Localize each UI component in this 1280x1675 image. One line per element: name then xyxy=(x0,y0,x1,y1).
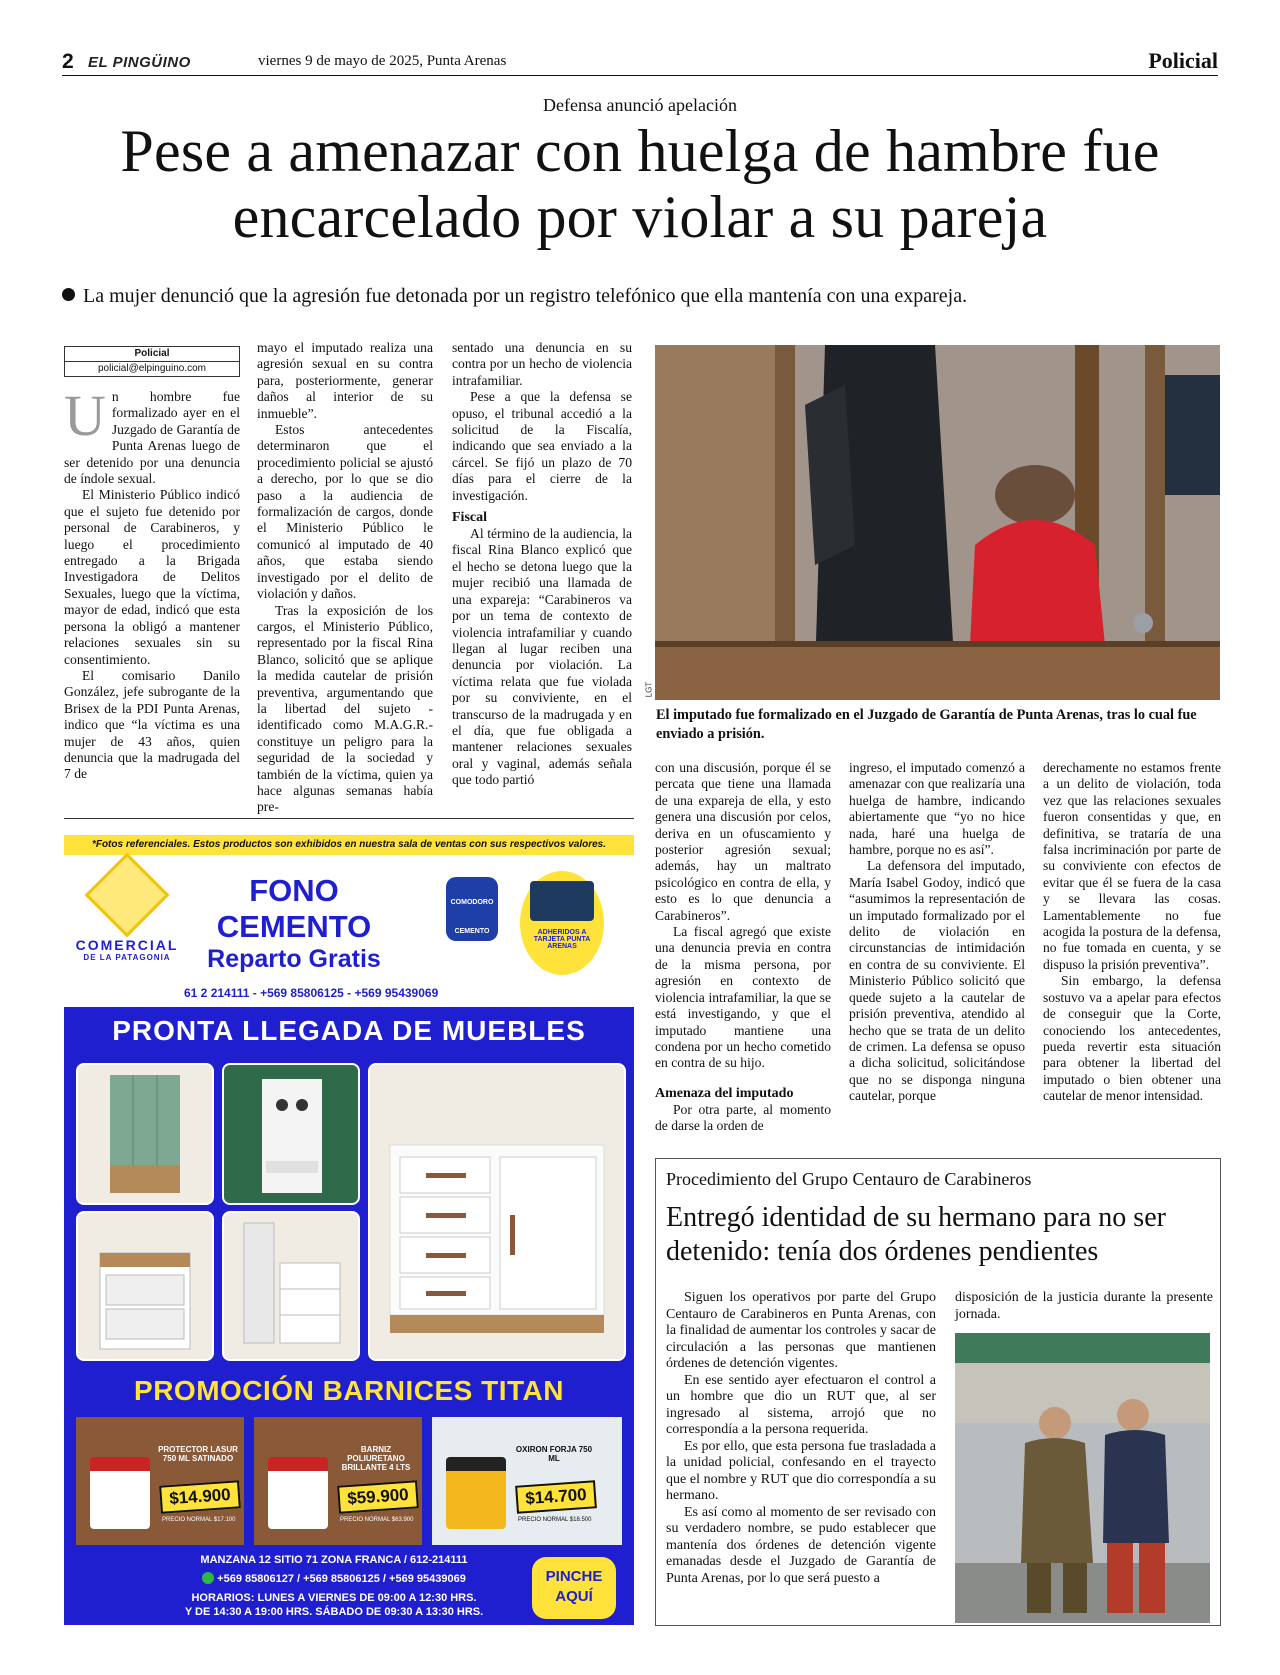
paragraph: disposición de la justicia durante la presente jornada. xyxy=(955,1290,1213,1322)
page-number: 2 xyxy=(62,50,74,73)
subhead-fiscal: Fiscal xyxy=(452,510,487,526)
article-column-6 xyxy=(1043,760,1221,1105)
product-normal-price: PRECIO NORMAL $63.900 xyxy=(340,1517,414,1523)
product-barniz xyxy=(254,1417,422,1545)
furniture-nightstand xyxy=(76,1211,214,1361)
tarjeta-badge xyxy=(520,871,604,975)
paragraph: Siguen los operativos por parte del Grupo Centauro de Carabineros en Punta Arenas, con la finalidad de aumentar los controles y sacar de circulación a las personas que mantienen órdenes de detención vigentes. xyxy=(666,1290,936,1371)
whatsapp-numbers: +569 85806127 / +569 85806125 / +569 95439069 xyxy=(217,1573,466,1585)
secondary-column-2 xyxy=(955,1290,1213,1323)
paragraph: La defensora del imputado, María Isabel Godoy, indicó que “asumimos la representación de un imputado formalizado por el delito de violación en circunstancias de intimidación en contra de su conviviente. El Ministerio Público solicitó que quede sujeto a la cautelar de prisión preventiva, atendido al hecho que se trata de un delito de crimen. La defensa se opuso a dicha solicitud, solicitándose que no se disponga ninguna cautelar, porque xyxy=(849,858,1025,1104)
paragraph: Sin embargo, la defensa sostuvo va a apelar para efectos de conseguir que la Corte, conociendo los antecedentes, pueda revertir esta situación para obtener la libertad del imputado o bien obtener una cautelar de menor intensidad. xyxy=(1043,973,1221,1104)
byline-email[interactable]: policial@elpinguino.com xyxy=(98,363,206,374)
byline-box xyxy=(64,346,240,377)
article-column-4 xyxy=(655,760,831,1135)
paragraph: Es así como al momento de ser revisado con su verdadero nombre, se pudo establecer que mantenía dos órdenes de detención vigente emanadas desde el Juzgado de Garantía de Punta Arenas, por lo que será puesto a xyxy=(666,1504,936,1586)
dropcap: U xyxy=(64,383,106,448)
paragraph: El comisario Danilo González, jefe subrogante de la Brisex de la PDI Punta Arenas, indico que “la víctima es una mujer de 43 años, quien denuncia que la madrugada del 7 de xyxy=(64,667,240,782)
furniture-dresser-white xyxy=(368,1063,626,1361)
subhead-amenaza: Amenaza del imputado xyxy=(655,1085,794,1101)
section-title: Policial xyxy=(1148,48,1218,73)
product-price: $14.700 xyxy=(515,1480,597,1514)
paragraph: sentado una denuncia en su contra por un hecho de violencia intrafamiliar. xyxy=(452,340,632,388)
article-column-1 xyxy=(64,346,240,783)
paragraph: n hombre fue formalizado ayer en el Juzgado de Garantía de Punta Arenas luego de ser detenido por una denuncia de índole sexual. xyxy=(64,389,240,487)
product-price: $59.900 xyxy=(337,1480,419,1514)
photo-caption: El imputado fue formalizado en el Juzgado de Garantía de Punta Arenas, tras lo cual fue enviado a prisión. xyxy=(656,707,1197,742)
paragraph: La fiscal agregó que existe una denuncia previa en contra de la misma persona, por agresión en contexto de violencia intrafamiliar, la que se está investigando, y que el imputado mantiene una condena por un hecho cometido en contra de su hijo. xyxy=(655,924,831,1071)
reparto-text: Reparto Gratis xyxy=(207,945,381,973)
paragraph: Es por ello, que esta persona fue trasladada a la unidad policial, confesando en el trayecto que el nombre y RUT que dio correspondía a su hermano. xyxy=(666,1438,936,1503)
lead-text: La mujer denunció que la agresión fue detonada por un registro telefónico que ella mantenía con una expareja. xyxy=(83,285,968,307)
article-column-5 xyxy=(849,760,1025,1105)
ad-whatsapp xyxy=(144,1572,524,1585)
wardrobe-icon xyxy=(224,1065,358,1203)
brand-name: COMERCIAL xyxy=(75,937,179,953)
divider xyxy=(64,818,634,819)
product-normal-price: PRECIO NORMAL $18.500 xyxy=(518,1517,592,1523)
paragraph: El Ministerio Público indicó que el sujeto fue detenido por personal de Carabineros, y luego el procedimiento entregado a la Brigada Investigadora de Delitos Sexuales, luego que la víctima, mayor de edad, indicó que esta persona la obligó a mantener relaciones sexuales sin su consentimiento. xyxy=(64,487,240,667)
main-kicker: Defensa anunció apelación xyxy=(543,95,737,115)
paragraph: En ese sentido ayer efectuaron el control a un hombre que dio un RUT que, al ser ingresado al sistema, arrojó que no correspondía a la persona requerida. xyxy=(666,1372,936,1437)
paint-can-icon xyxy=(268,1457,328,1529)
paragraph: Pese a que la defensa se opuso, el tribunal accedió a la solicitud de la Fiscalía, indicando que sea enviado a la cárcel. Se fijó un plazo de 70 días para el cierre de la investigación. xyxy=(452,389,632,503)
bullet-icon xyxy=(62,288,75,301)
courtroom-illustration xyxy=(655,345,1220,700)
furniture-wardrobe-white xyxy=(222,1063,360,1205)
main-headline: Pese a amenazar con huelga de hambre fue encarcelado por violar a su pareja xyxy=(120,118,1160,250)
muebles-banner: PRONTA LLEGADA DE MUEBLES xyxy=(64,1007,634,1055)
whatsapp-icon xyxy=(202,1572,214,1584)
arrest-photo xyxy=(955,1333,1210,1623)
phones-text: 61 2 214111 - +569 858061​25 - +569 95439069 xyxy=(184,986,439,1000)
comercial-logo xyxy=(72,855,182,962)
paragraph: Por otra parte, al momento de darse la orden de xyxy=(655,1101,831,1134)
page-header xyxy=(62,50,1218,76)
vanity-icon xyxy=(224,1213,358,1359)
paint-can-icon xyxy=(446,1457,506,1529)
main-lead xyxy=(62,285,1222,308)
paragraph: Al término de la audiencia, la fiscal Rina Blanco explicó que el hecho se detona luego que la mujer recibió una llamada de una expareja: “Carabineros va por un tema de contexto de violencia intrafamiliar y cuando llegan al lugar reciben una denuncia por violación. La víctima relata que fue violada por su conviviente, en el transcurso de la madrugada y en el día, que fue obligada a mantener relaciones sexuales oral y vaginal, además señala que todo partió xyxy=(452,526,632,788)
advertisement[interactable] xyxy=(64,835,634,1625)
product-lasur xyxy=(76,1417,244,1545)
article-column-2 xyxy=(257,340,433,816)
photo-credit: LGT xyxy=(644,681,654,698)
paragraph: con una discusión, porque él se percata que tiene una llamada de una expareja de ella, y esto genera una discusión por celos, deriva en un ofuscamiento y posterior agresión sexual; además, hay un maltrato psicológico en contra de ella, y esto es lo que denuncia a Carabineros”. xyxy=(655,760,831,923)
fono-title: FONO CEMENTO xyxy=(216,873,372,944)
paragraph: Tras la exposición de los cargos, el Ministerio Público, representado por la fiscal Rina Blanco, solicitó que se aplique la medida cautelar de prisión preventiva, argumentando que la libertad del sujeto -identificado como M.A.G.R.- constituye un peligro para la seguridad de la sociedad y también de la víctima, quien ya hace algunas semanas había pre- xyxy=(257,602,433,815)
dresser-icon xyxy=(370,1065,624,1359)
ad-disclaimer: *Fotos referenciales. Estos productos son exhibidos en nuestra sala de ventas con sus respectivos valores. xyxy=(64,835,634,855)
card-icon xyxy=(530,881,594,921)
article-column-3 xyxy=(452,340,632,789)
product-name: BARNIZ POLIURETANO BRILLANTE 4 LTS xyxy=(341,1445,411,1472)
cement-brand: COMODORO xyxy=(450,899,494,906)
ad-hours-2: Y DE 14:30 A 19:00 HRS. SÁBADO DE 09:30 A 13:30 HRS. xyxy=(184,1606,484,1618)
paint-can-icon xyxy=(90,1457,150,1529)
brand-sub: DE LA PATAGONIA xyxy=(83,953,171,962)
product-name: PROTECTOR LASUR 750 ML SATINADO xyxy=(158,1445,238,1463)
courtroom-photo xyxy=(644,345,1220,700)
paragraph: Estos antecedentes determinaron que el procedimiento policial se ajustó a derecho, por lo que se dio paso a la audiencia de formalización de cargos, donde el Ministerio Público le comunicó al imputado de 40 años, que estaba siendo investigado por el delito de violación y daños. xyxy=(257,422,433,602)
card-text: ADHERIDOS A TARJETA PUNTA ARENAS xyxy=(533,929,591,950)
paragraph: ingreso, el imputado comenzó a amenazar con que realizaría una huelga de hambre, indicando abiertamente que “yo no hice nada, haré una huelga de hambre, porque no es así”. xyxy=(849,760,1025,858)
secondary-column-1 xyxy=(666,1290,936,1587)
pinche-aqui-button[interactable]: PINCHE AQUÍ xyxy=(532,1557,616,1619)
cement-sub: CEMENTO xyxy=(454,928,490,935)
comodoro-logo xyxy=(446,877,498,941)
ad-hours-1: HORARIOS: LUNES A VIERNES DE 09:00 A 12:30 HRS. xyxy=(191,1592,477,1604)
furniture-wardrobe-green xyxy=(76,1063,214,1205)
furniture-vanity xyxy=(222,1211,360,1361)
product-name: OXIRON FORJA 750 ML xyxy=(515,1445,593,1463)
product-price: $14.900 xyxy=(159,1480,241,1514)
fono-cemento-block xyxy=(184,873,439,1000)
paragraph: derechamente no estamos frente a un delito de violación, toda vez que las relaciones sexuales fueron consentidas y que, en definitiva, se trataría de una falsa incriminación por parte de su conviviente con efectos de evitar que él se fuera de la casa y se llevara las cosas. Lamentablemente no fue acogida la postura de la defensa, no fue tomada en cuenta, y se dispuso la prisión preventiva”. xyxy=(1043,760,1221,972)
house-icon xyxy=(85,853,170,938)
byline-section: Policial xyxy=(65,347,239,362)
ad-address: MANZANA 12 SITIO 71 ZONA FRANCA / 612-214111 xyxy=(200,1554,468,1566)
wardrobe-icon xyxy=(78,1065,212,1203)
paragraph: mayo el imputado realiza una agresión sexual en su contra para, posteriormente, generar daños al interior de su inmueble”. xyxy=(257,340,433,421)
secondary-headline: Entregó identidad de su hermano para no ser detenido: tenía dos órdenes pendientes xyxy=(666,1202,1166,1267)
nightstand-icon xyxy=(78,1213,212,1359)
newspaper-logo: EL PINGÜINO xyxy=(88,54,191,71)
arrest-illustration xyxy=(955,1333,1210,1623)
product-normal-price: PRECIO NORMAL $17.100 xyxy=(162,1517,236,1523)
titan-promo-banner: PROMOCIÓN BARNICES TITAN xyxy=(134,1375,564,1406)
product-oxiron xyxy=(432,1417,622,1545)
secondary-kicker: Procedimiento del Grupo Centauro de Carabineros xyxy=(666,1169,1032,1189)
date-place: viernes 9 de mayo de 2025, Punta Arenas xyxy=(258,53,507,69)
